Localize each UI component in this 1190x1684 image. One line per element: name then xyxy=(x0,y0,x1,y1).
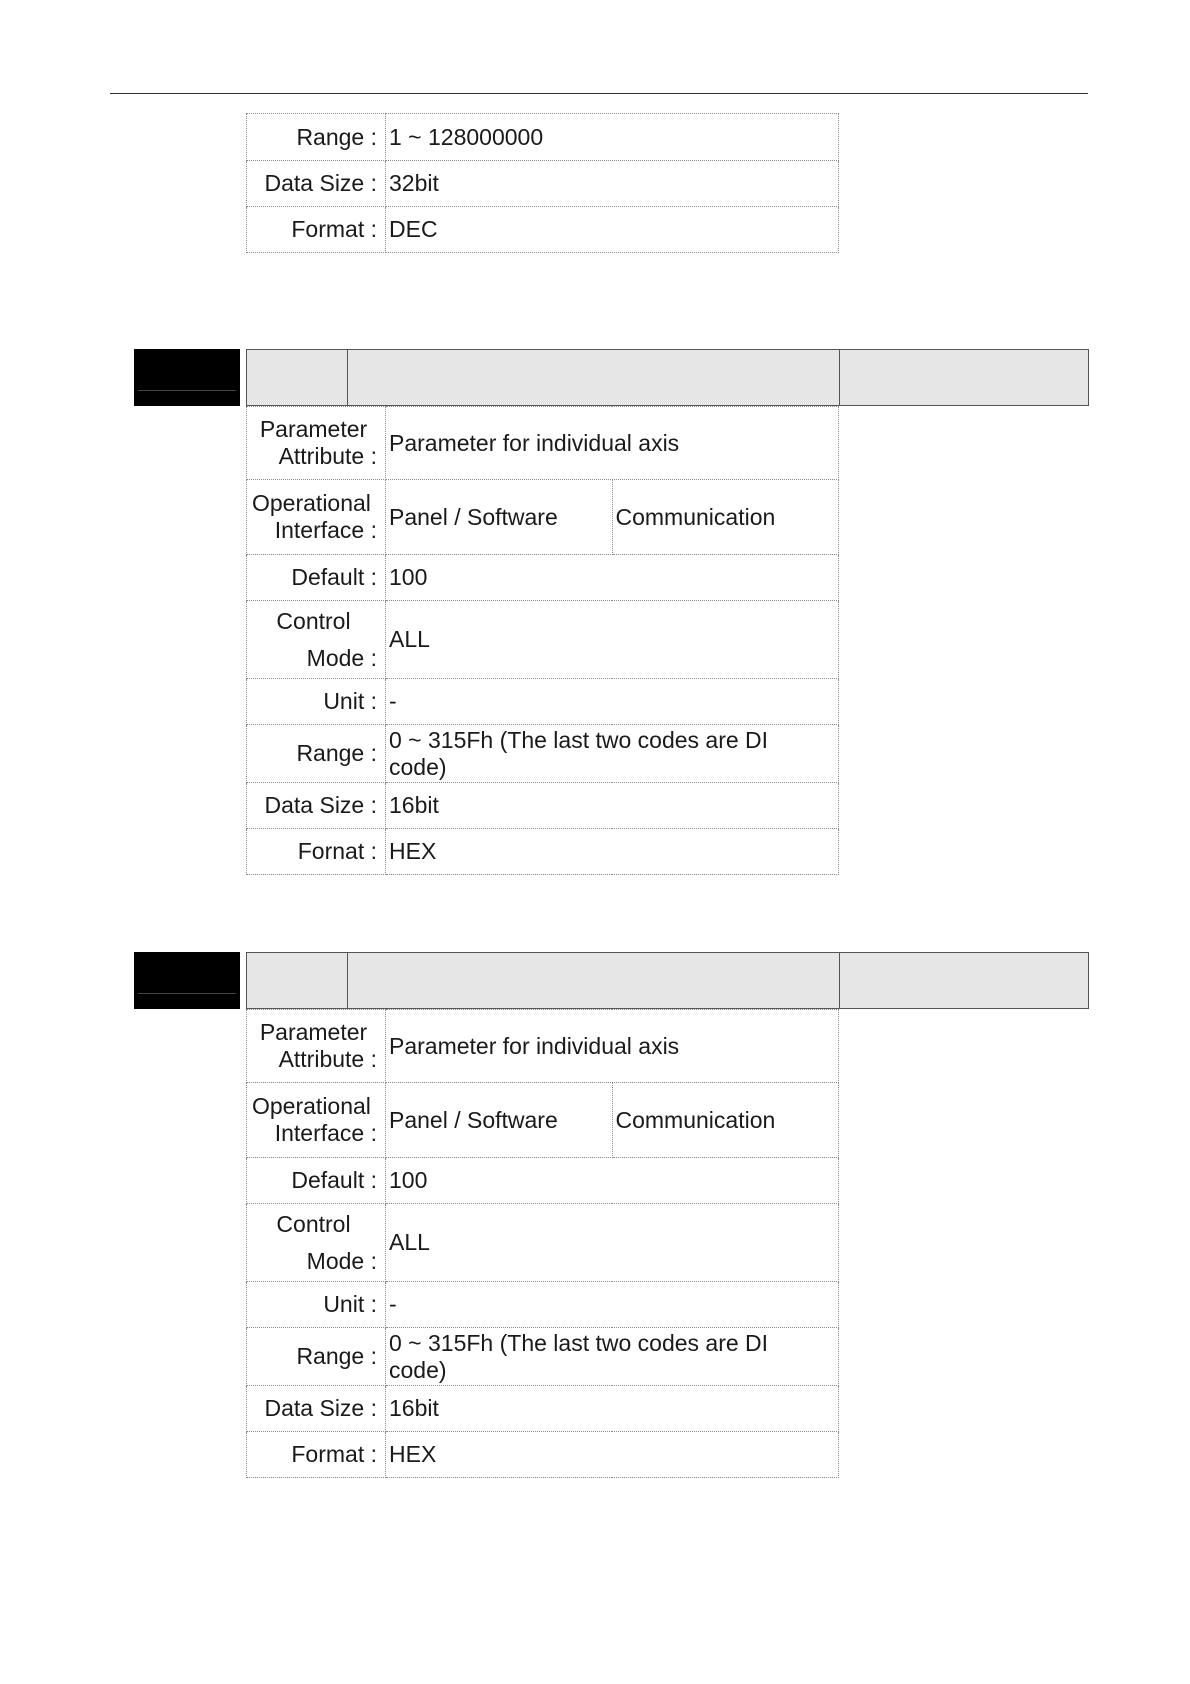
data-size-value: 16bit xyxy=(386,783,839,829)
range-label: Range : xyxy=(247,725,386,783)
interface-label: Operational Interface : xyxy=(247,480,386,555)
title-cell xyxy=(247,953,348,1008)
param-table-1 xyxy=(246,406,839,875)
unit-value: - xyxy=(386,1282,839,1328)
interface-panel-value: Panel / Software xyxy=(386,480,613,555)
attribute-label: Parameter Attribute : xyxy=(247,1010,386,1083)
interface-comm-value: Communication xyxy=(612,1083,839,1158)
attribute-value: Parameter for individual axis xyxy=(386,1010,839,1083)
unit-value: - xyxy=(386,679,839,725)
interface-label: Operational Interface : xyxy=(247,1083,386,1158)
param-table-2 xyxy=(246,1009,839,1478)
control-mode-label: Control Mode : xyxy=(247,1204,386,1282)
unit-label: Unit : xyxy=(247,679,386,725)
default-label: Default : xyxy=(247,555,386,601)
unit-label: Unit : xyxy=(247,1282,386,1328)
default-value: 100 xyxy=(386,555,839,601)
table-row xyxy=(247,601,839,679)
format-value: DEC xyxy=(386,207,839,253)
table-row xyxy=(247,725,839,783)
table-row xyxy=(247,161,839,207)
table-row xyxy=(247,1010,839,1083)
header-rule xyxy=(110,93,1088,94)
interface-comm-value: Communication xyxy=(612,480,839,555)
table-row xyxy=(247,1386,839,1432)
attribute-label: Parameter Attribute : xyxy=(247,407,386,480)
default-label: Default : xyxy=(247,1158,386,1204)
control-mode-value: ALL xyxy=(386,1204,839,1282)
data-size-value: 32bit xyxy=(386,161,839,207)
attribute-value: Parameter for individual axis xyxy=(386,407,839,480)
title-cell xyxy=(840,953,1088,1008)
control-mode-value: ALL xyxy=(386,601,839,679)
format-label: Format : xyxy=(247,207,386,253)
data-size-label: Data Size : xyxy=(247,1386,386,1432)
title-cell xyxy=(247,350,348,405)
control-mode-label: Control Mode : xyxy=(247,601,386,679)
table-row xyxy=(247,407,839,480)
top-param-table xyxy=(246,113,839,253)
table-row xyxy=(247,207,839,253)
range-value: 0 ~ 315Fh (The last two codes are DI code) xyxy=(386,1328,839,1386)
table-row xyxy=(247,783,839,829)
table-row xyxy=(247,679,839,725)
format-value: HEX xyxy=(386,1432,839,1478)
format-value: HEX xyxy=(386,829,839,875)
range-label: Range : xyxy=(247,1328,386,1386)
parameter-title-bar xyxy=(246,952,1089,1009)
table-row xyxy=(247,1204,839,1282)
table-row xyxy=(247,829,839,875)
interface-panel-value: Panel / Software xyxy=(386,1083,613,1158)
title-cell xyxy=(840,350,1088,405)
table-row xyxy=(247,114,839,161)
range-value: 1 ~ 128000000 xyxy=(386,114,839,161)
table-row xyxy=(247,1328,839,1386)
parameter-code-tag xyxy=(134,952,240,1009)
parameter-code-tag xyxy=(134,349,240,406)
format-label: Fornat : xyxy=(247,829,386,875)
format-label: Format : xyxy=(247,1432,386,1478)
table-row xyxy=(247,555,839,601)
table-row xyxy=(247,1432,839,1478)
range-value: 0 ~ 315Fh (The last two codes are DI code) xyxy=(386,725,839,783)
default-value: 100 xyxy=(386,1158,839,1204)
table-row xyxy=(247,1158,839,1204)
data-size-value: 16bit xyxy=(386,1386,839,1432)
table-row xyxy=(247,1083,839,1158)
parameter-title-bar xyxy=(246,349,1089,406)
data-size-label: Data Size : xyxy=(247,783,386,829)
data-size-label: Data Size : xyxy=(247,161,386,207)
title-cell xyxy=(348,953,840,1008)
table-row xyxy=(247,480,839,555)
range-label: Range : xyxy=(247,114,386,161)
table-row xyxy=(247,1282,839,1328)
title-cell xyxy=(348,350,840,405)
